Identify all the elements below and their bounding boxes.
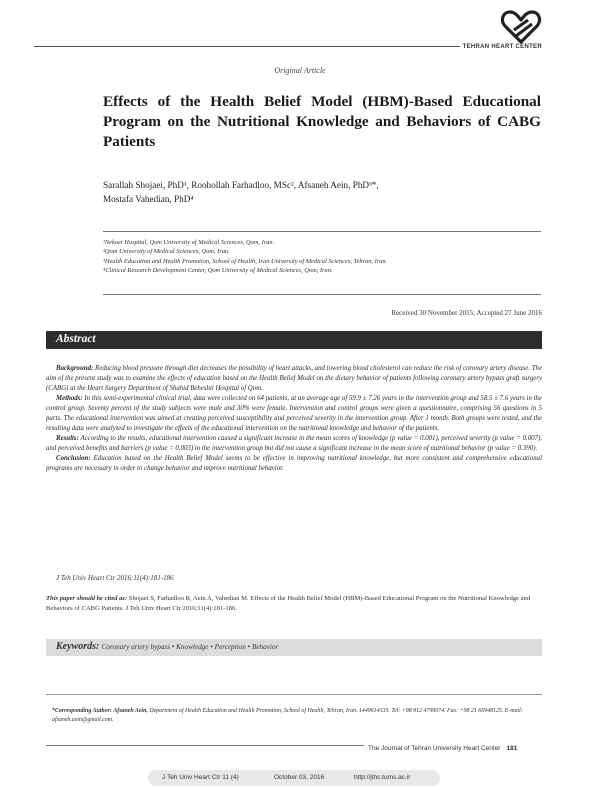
keywords-label: Keywords: [56, 641, 100, 652]
keywords [56, 641, 278, 652]
affiliation-2: ²Qom University of Medical Sciences, Qom, Iran. [103, 248, 230, 256]
abstract-results [46, 434, 542, 454]
received-dates: Received 30 November 2015; Accepted 27 June 2016 [391, 309, 542, 317]
article-title: Effects of the Health Belief Model (HBM)-Based Educational Program on the Nutritional Knowledge and Behaviors of CABG Patients [103, 93, 541, 150]
affiliations [103, 238, 541, 276]
affiliations-top-rule [103, 231, 541, 232]
footer-journal [368, 745, 517, 752]
background-label: Background: [56, 365, 94, 372]
keywords-items: Coronary artery bypass • Knowledge • Perception • Behavior [101, 643, 279, 651]
abstract-conclusion [46, 454, 542, 474]
cite-as-text: Shojaei S, Farhadloo R, Aein A, Vahedian M. Effects of the Health Belief Model (HBM)-Based Educational Program on the Nutritional Knowledge and Behaviors of CABG Patients. J Teh Univ Heart Ctr 2016;11(4):181-186. [46, 595, 531, 612]
footer-date: October 03, 2016 [274, 774, 325, 781]
cite-as-block [46, 594, 542, 614]
journal-name: TEHRAN HEART CENTER [460, 44, 542, 50]
page-number: 181 [506, 745, 518, 752]
abstract-heading-bar [46, 331, 542, 349]
corresponding-name: Afsaneh Aein, [113, 708, 148, 714]
footer-journal-name: The Journal of Tehran University Heart Center [368, 745, 501, 752]
journal-citation: J Teh Univ Heart Ctr 2016;11(4):181-186 [56, 574, 174, 582]
authors-line-1: Sarallah Shojaei, PhD¹, Roohollah Farhadloo, MSc², Afsaneh Aein, PhD³*, [103, 180, 379, 190]
affiliation-3: ³Health Education and Health Promotion, School of Health, Iran University of Medical Sciences, Tehran, Iran. [103, 257, 388, 265]
methods-label: Methods: [56, 395, 83, 402]
footer-info-bar [148, 770, 440, 786]
abstract-body [46, 364, 542, 474]
author-list [103, 178, 543, 206]
affiliations-bottom-rule [103, 294, 541, 295]
abstract-methods [46, 394, 542, 434]
authors-line-2: Mostafa Vahedian, PhD⁴ [103, 194, 194, 204]
footer-rule [46, 745, 364, 746]
affiliation-4: ⁴Clinical Research Development Center, Qom University of Medical Sciences, Qom, Iran. [103, 267, 333, 275]
background-text: Reducing blood pressure through diet decreases the possibility of heart attacks, and lowering blood cholesterol can reduce the risk of coronary artery disease. The aim of the present study was to examine the effects of education based on the Health Belief Model on the dietary behavior of patients following coronary artery bypass graft surgery (CABG) at the Heart Surgery Department of Shahid Beheshti Hospital of Qom. [46, 365, 542, 392]
conclusion-text: Education based on the Health Belief Model seems to be effective in improving nutritional knowledge, but more consistent and comprehensive educational programs are necessary in order to change behavior and improve nutritional behavior. [46, 455, 542, 472]
article-type: Original Article [274, 66, 326, 75]
correspondence-rule [46, 694, 542, 695]
cite-as-label: This paper should be cited as: [46, 595, 128, 602]
corresponding-author [52, 707, 542, 725]
footer-volume: J Teh Univ Heart Ctr 11 (4) [162, 774, 239, 781]
corresponding-label: *Corresponding Author: [52, 708, 112, 714]
heart-logo-icon [500, 8, 542, 46]
affiliation-1: ¹Nekoei Hospital, Qom University of Medical Sciences, Qom, Iran. [103, 239, 275, 246]
footer-url[interactable]: http://jthc.tums.ac.ir [354, 774, 411, 781]
results-text: According to the results, educational intervention caused a significant increase in the mean scores of knowledge (p value = 0.001), perceived severity (p value = 0.007), and perceived benefits and barriers (p value = 0.003) in the intervention group but did not cause a significant increase in the mean score of nutritional behavior (p value = 0.390). [46, 435, 542, 452]
conclusion-label: Conclusion: [56, 455, 91, 462]
corresponding-details: Department of Health Education and Health Promotion, School of Health, Tehran, Iran. 1449614535. Tel: +98 912 4799074. Fax: +98 21 66948125. E-mail: afsaneh.aein@gmail.com. [52, 708, 523, 723]
abstract-heading: Abstract [56, 333, 96, 345]
methods-text: In this semi-experimental clinical trial, data were collected on 64 patients, at an average age of 59.9 ± 7.26 years in the intervention group and 58.5 ± 7.6 years in the control group. Seventy percent of the study subjects were male and 30% were female. Intervention and control groups were given a questionnaire, comprising 56 questions in 5 parts. The educational intervention was aimed at creating perceived susceptibility and perceived severity in the intervention group. After 1 month. Both groups were tested, and the resulting data were analyzed to investigate the effects of the educational intervention on the nutritional knowledge and behavior of the patients. [46, 395, 542, 432]
abstract-background [46, 364, 542, 394]
results-label: Results: [56, 435, 79, 442]
